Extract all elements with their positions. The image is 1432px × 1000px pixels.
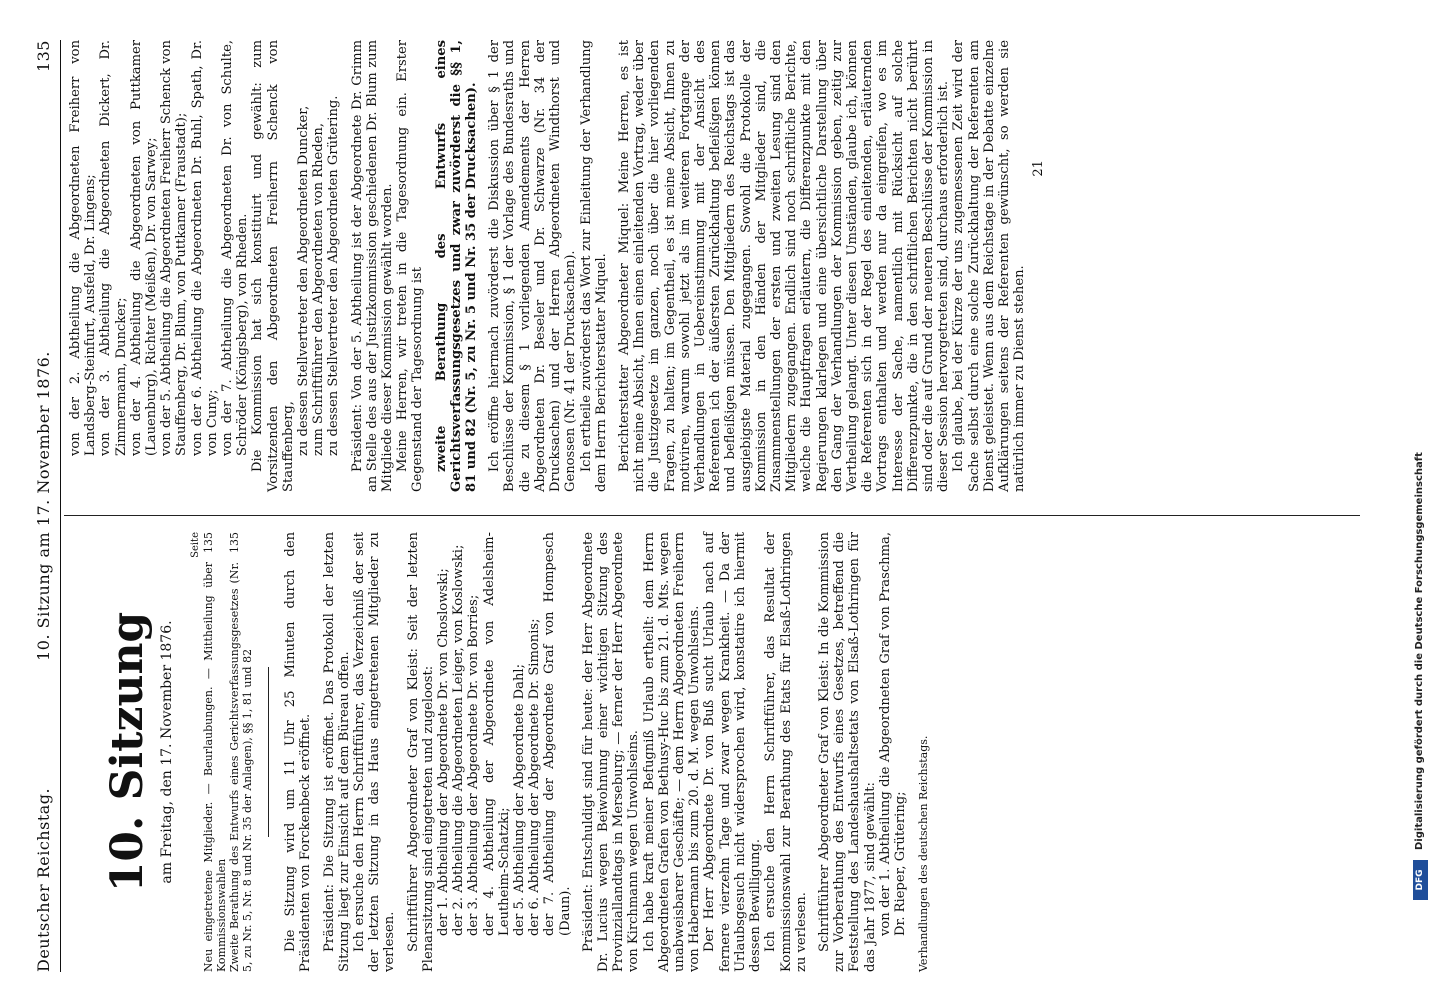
list-item: der 3. Abtheilung der Abgeordnete Dr. von Borries;: [466, 594, 482, 936]
header-left: Deutscher Reichstag.: [34, 787, 53, 972]
paragraph: Ich ersuche den Herrn Schriftführer, das Resultat der Kommissionswahl zur Berathung des Etats für Elsaß-Lothringen zu verlesen.: [763, 532, 809, 972]
paragraph: Meine Herren, wir treten in die Tagesordnung ein. Erster Gegenstand der Tagesordnung ist: [395, 40, 426, 492]
toc-entry-page: 135: [228, 532, 242, 553]
list-item: der 2. Abtheilung die Abgeordneten Leiger, von Koslowski;: [451, 544, 467, 936]
table-of-contents: [189, 532, 254, 972]
list-item: von der 2. Abtheilung die Abgeordneten Freiherr von Landsberg-Steinfurt, Ausfeld, Dr. Lingens;: [68, 40, 99, 456]
toc-page-heading: Seite: [190, 532, 202, 558]
session-title: 10. Sitzung: [102, 611, 153, 893]
paragraph: Schriftführer Abgeordneter Graf von Kleist: In die Kommission zur Vorberathung des Entwurfs eines Gesetzes, betreffend die Feststellung des Landeshaushaltsetats von Elsaß-Lothringen für das Jahr 1877, sind gewählt:: [816, 532, 878, 972]
paragraph: Die Kommission hat sich konstituirt und gewählt: zum Vorsitzenden den Abgeordneten Freiherrn Schenck von Stauffenberg,: [250, 40, 296, 492]
paragraph: Ich habe kraft meiner Befugniß Urlaub ertheilt: dem Herrn Abgeordneten Grafen von Bethusy-Huc bis zum 21. d. Mts. wegen unabweisbarer Geschäfte; — dem Herrn Abgeordneten Freiherrn von Habermann bis zum 20. d. M. wegen Unwohlseins.: [641, 532, 703, 972]
paragraph: Der Herr Abgeordnete Dr. von Buß sucht Urlaub nach auf fernere vierzehn Tage und zwar wegen Krankheit. — Da der Urlaubsgesuch nicht widersprochen wird, konstatire ich hiermit dessen Bewilligung.: [702, 532, 764, 972]
member-list: [878, 532, 908, 972]
paragraph: Berichterstatter Abgeordneter Miquel: Meine Herren, es ist nicht meine Absicht, Ihnen einen einleitenden Vortrag, weder über die Justizgesetze im ganzen, noch über die hier vorliegenden Fragen, zu halten; im Gegentheil, es ist meine Absicht, Ihnen zu motiviren, warum sowohl jetzt als im weiteren Fortgange der Verhandlungen in Uebereinstimmung mit der Ansicht des Referenten ich der äußersten Zurückhaltung befleißigen können und befleißigen müssen. Den Mitgliedern des Reichstags ist das ausgiebigste Material zugegangen. Sowohl die Protokolle der Kommission in den Händen der Mitglieder sind, die Zusammenstellungen der ersten und zweiten Lesung sind den Mitgliedern zugegangen. Endlich sind noch schriftliche Berichte, welche die Hauptfragen erläutern, die Differenzpunkte mit den Regierungen klarlegen und eine übersichtliche Darstellung über den Gang der Verhandlungen der Kommission geben, zeitig zur Vertheilung gelangt. Unter diesen Umständen, glaube ich, können die Referenten sich in der Regel des einleitenden, erläuternden Vortrags enthalten und werden nur da eingreifen, wo es im Interesse der Sache, namentlich mit Rücksicht auf solche Differenzpunkte, die in den schriftlichen Berichten nicht berührt sind oder die auf Grund der neueren Beschlüsse der Kommission in dieser Session hervorgetreten sind, durchaus erforderlich ist.: [616, 40, 952, 492]
running-header: [34, 40, 56, 972]
list-item: von der 3. Abtheilung die Abgeordneten Dickert, Dr. Zimmermann, Duncker;: [98, 40, 129, 456]
list-item: von der 5. Abtheilung die Abgeordneten Freiherr Schenck von Stauffenberg, Dr. Blum, von Puttkamer (Fraustadt);: [159, 40, 190, 456]
paragraph: Ich ersuche den Herrn Schriftführer, das Verzeichniß der seit der letzten Sitzung in das Haus eingetretenen Mitglieder zu verlesen.: [352, 532, 398, 972]
dfg-logo: DFG: [1413, 860, 1428, 900]
toc-entry-text: Neu eingetretene Mitglieder. — Beurlaubungen. — Mittheilung über Kommissionswahlen: [202, 562, 229, 972]
column-separator: [64, 515, 1360, 516]
page-footer: Verhandlungen des deutschen Reichstags.: [917, 735, 931, 972]
toc-entry: [202, 532, 228, 972]
session-date: am Freitag, den 17. November 1876.: [159, 620, 175, 884]
officer-list: [296, 40, 342, 492]
list-item: zu dessen Stellvertreter den Abgeordneten Duncker,: [296, 105, 312, 456]
list-item: der 6. Abtheilung der Abgeordnete Dr. Simonis;: [527, 618, 543, 936]
list-item: zum Schriftführer den Abgeordneten von Rheden,: [311, 123, 327, 456]
header-center: 10. Sitzung am 17. November 1876.: [34, 351, 53, 661]
left-column: [68, 532, 931, 972]
list-item: von der 6. Abtheilung die Abgeordneten Dr. Buhl, Spath, Dr. von Cuny;: [189, 40, 220, 456]
paragraph: Präsident: Entschuldigt sind für heute: der Herr Abgeordnete Dr. Lucius wegen Beiwohnung einer wichtigen Sitzung des Provinziallandtags in Merseburg; — ferner der Herr Abgeordnete von Kirchmann wegen Unwohlseins.: [580, 532, 642, 972]
list-item: der 4. Abtheilung der Abgeordnete von Adelsheim-Leutheim-Schatzki;: [481, 532, 512, 936]
header-rule: [60, 40, 61, 972]
paragraph: Schriftführer Abgeordneter Graf von Kleist: Seit der letzten Plenarsitzung sind eingetreten und zugeloost:: [405, 532, 436, 972]
list-item: von der 7. Abtheilung die Abgeordneten Dr. von Schulte, Schröder (Königsberg), von Rheden.: [220, 40, 251, 456]
toc-entry-text: Zweite Berathung des Entwurfs eines Gerichtsverfassungsgesetzes (Nr. 5, zu Nr. 5, Nr. 8 und Nr. 35 der Anlagen), §§ 1, 81 und 82: [228, 562, 255, 972]
right-column: [68, 40, 1047, 492]
list-item: von der 4. Abtheilung die Abgeordneten von Puttkamer (Lauenburg), Richter (Meißen), Dr. von Sarwey;: [128, 40, 160, 456]
member-list: [68, 40, 250, 492]
toc-entry: [228, 532, 254, 972]
paragraph: Präsident: Von der 5. Abtheilung ist der Abgeordnete Dr. Grimm an Stelle des aus der Justizkommission geschiedenen Dr. Blum zum Mitgliede dieser Kommission gewählt worden.: [349, 40, 396, 492]
page-number: 135: [34, 40, 53, 73]
paragraph: Präsident: Die Sitzung ist eröffnet. Das Protokoll der letzten Sitzung liegt zur Einsicht auf dem Büreau offen.: [321, 532, 352, 972]
agenda-item: zweite Berathung des Entwurfs eines Gerichtsverfassungsgesetzes und zwar zuvörderst die §§ 1, 81 und 82 (Nr. 5, zu Nr. 5 und Nr. 35 der Drucksachen).: [433, 40, 480, 492]
list-item: zu dessen Stellvertreter den Abgeordneten Grütering.: [326, 95, 342, 456]
paragraph: Ich glaube, bei der Kürze der uns zugemessenen Zeit wird der Sache selbst durch eine solche Zurückhaltung der Referenten am Dienst geleistet. Wenn aus dem Reichstage in der Debatte einzelne Aufklärungen seitens der Referenten gewünscht, so werden sie natürlich immer zu Dienst stehen.: [951, 40, 1028, 492]
paragraph: Ich ertheile zuvörderst das Wort zur Einleitung der Verhandlung dem Herrn Berichterstatter Miquel.: [578, 40, 609, 492]
list-item: der 5. Abtheilung der Abgeordnete Dahl;: [512, 663, 528, 936]
member-list: [436, 532, 573, 972]
digitization-note: Digitalisierung gefördert durch die Deutsche Forschungsgemeinschaft: [1414, 452, 1425, 850]
digitization-sidebar: [1411, 0, 1432, 1000]
list-item: der 1. Abtheilung der Abgeordnete Dr. von Choslowski;: [436, 568, 452, 936]
list-item: der 7. Abtheilung der Abgeordnete Graf von Hompesch (Daun).: [542, 532, 573, 936]
section-rule: [268, 667, 269, 837]
paragraph: Ich eröffne hiermach zuvörderst die Diskussion über § 1 der Beschlüsse der Kommission, § 1 der Vorlage des Bundesraths und die zu diesem § 1 vorliegenden Amendements der Herren Abgeordneten Dr. Beseler und Dr. Schwarze (Nr. 34 der Drucksachen) und der Herren Abgeordneten Windthorst und Genossen (Nr. 41 der Drucksachen).: [487, 40, 579, 492]
signature-mark: 21: [1031, 160, 1047, 177]
list-item: von der 1. Abtheilung die Abgeordneten Graf von Praschma, Dr. Rieper, Grütering;: [877, 532, 908, 936]
opening-paragraph: Die Sitzung wird um 11 Uhr 25 Minuten durch den Präsidenten von Forckenbeck eröffnet.: [283, 532, 314, 972]
toc-entry-page: 135: [202, 532, 216, 553]
